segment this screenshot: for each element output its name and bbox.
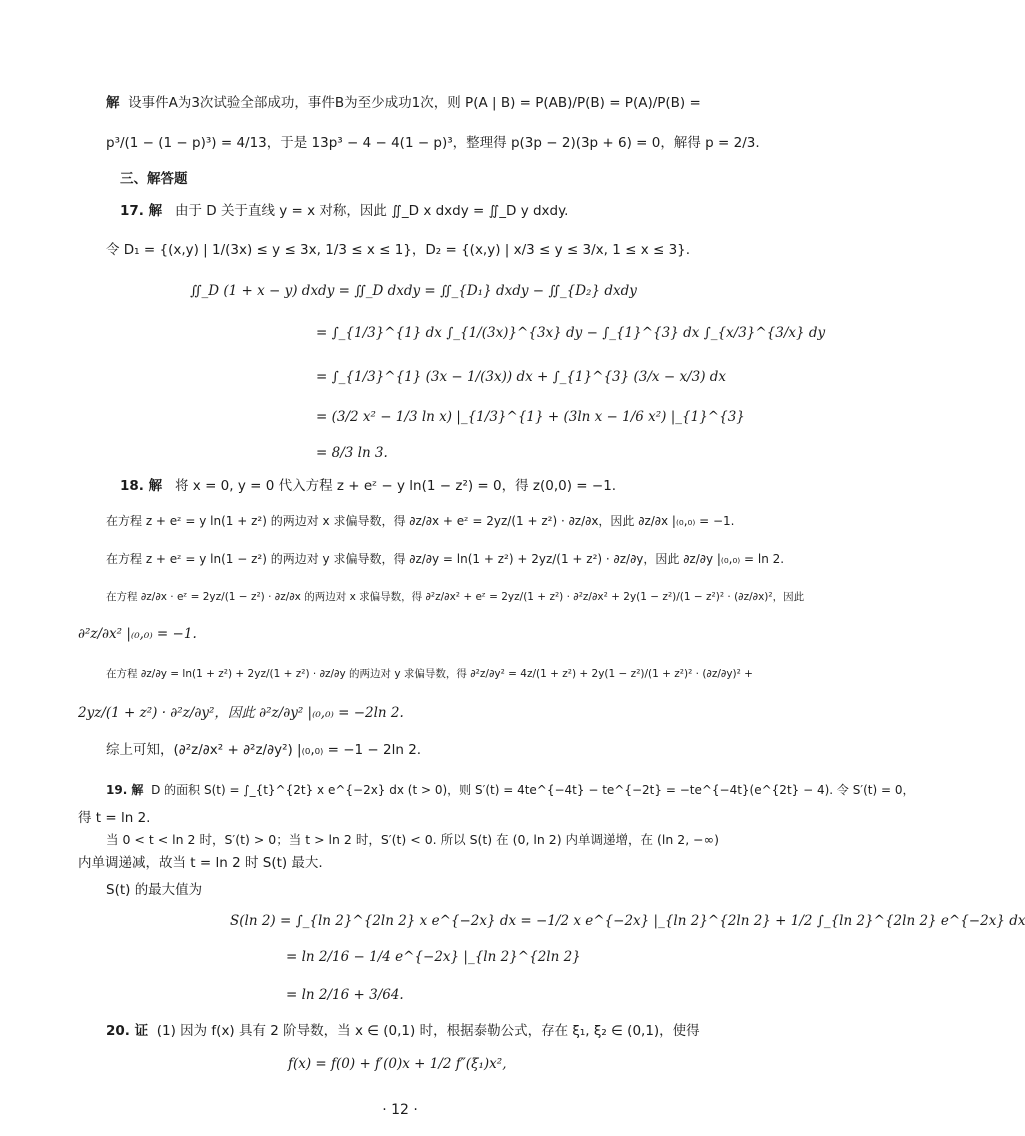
q19-line2: 得 t = ln 2. [78,810,151,826]
solution-label: 解 [106,95,120,111]
prev-solution-text-1: 设事件A为3次试验全部成功，事件B为至少成功1次，则 P(A | B) = P(AB)/P(B) = P(A)/P(B) = [128,95,701,111]
q19-line4: 内单调递减，故当 t = ln 2 时 S(t) 最大. [78,855,323,871]
q18-line8: 综上可知，(∂²z/∂x² + ∂²z/∂y²) |₍₀,₀₎ = −1 − 2ln 2. [106,742,422,758]
section-heading: 三、解答题 [120,171,188,187]
q19-line3: 当 0 < t < ln 2 时，S′(t) > 0；当 t > ln 2 时，S′(t) < 0. 所以 S(t) 在 (0, ln 2) 内单调递增，在 (ln 2, −∞) [106,832,719,847]
q18-line6: 在方程 ∂z/∂y = ln(1 + z²) + 2yz/(1 + z²) · ∂z/∂y 的两边对 y 求偏导数，得 ∂²z/∂y² = 4z/(1 + z²) + 2y(1 − z²)/(1 + z²)² · (∂z/∂y)² + [106,668,753,680]
page-number: · 12 · [382,1102,418,1118]
q18-label: 18. 解 [120,478,163,494]
q17-line3: ∬_D (1 + x − y) dxdy = ∬_D dxdy = ∬_{D₁} dxdy − ∬_{D₂} dxdy [190,283,637,299]
q18-text-1: 将 x = 0, y = 0 代入方程 z + eᶻ − y ln(1 − z²) = 0，得 z(0,0) = −1. [175,478,617,494]
q20-line2: f(x) = f(0) + f′(0)x + 1/2 f″(ξ₁)x², [288,1056,507,1072]
q18-line1 [120,480,616,494]
q17-line2: 令 D₁ = {(x,y) | 1/(3x) ≤ y ≤ 3x, 1/3 ≤ x ≤ 1}，D₂ = {(x,y) | x/3 ≤ y ≤ 3/x, 1 ≤ x ≤ 3}. [106,242,691,258]
prev-solution-line2: p³/(1 − (1 − p)³) = 4/13，于是 13p³ − 4 − 4(1 − p)³，整理得 p(3p − 2)(3p + 6) = 0，解得 p = 2/3. [106,135,760,151]
q19-line1 [106,784,914,796]
q18-line3: 在方程 z + eᶻ = y ln(1 − z²) 的两边对 y 求偏导数，得 ∂z/∂y = ln(1 + z²) + 2yz/(1 + z²) · ∂z/∂y，因此 ∂z/∂y |₍₀,₀₎ = ln 2. [106,552,785,566]
q17-line4: = ∫_{1/3}^{1} dx ∫_{1/(3x)}^{3x} dy − ∫_{1}^{3} dx ∫_{x/3}^{3/x} dy [316,325,826,341]
q18-line7: 2yz/(1 + z²) · ∂²z/∂y²，因此 ∂²z/∂y² |₍₀,₀₎ = −2ln 2. [78,705,404,721]
q20-label: 20. 证 [106,1023,149,1039]
q17-label: 17. 解 [120,203,163,219]
q17-line6: = (3/2 x² − 1/3 ln x) |_{1/3}^{1} + (3ln x − 1/6 x²) |_{1}^{3} [316,409,745,425]
q17-text-1: 由于 D 关于直线 y = x 对称，因此 ∬_D x dxdy = ∬_D y dxdy. [175,203,569,219]
q19-line8: = ln 2/16 + 3/64. [286,987,404,1003]
q18-line2: 在方程 z + eᶻ = y ln(1 + z²) 的两边对 x 求偏导数，得 ∂z/∂x + eᶻ = 2yz/(1 + z²) · ∂z/∂x，因此 ∂z/∂x |₍₀,₀₎ = −1. [106,514,735,528]
q20-line1 [106,1025,700,1039]
q17-line5: = ∫_{1/3}^{1} (3x − 1/(3x)) dx + ∫_{1}^{3} (3/x − x/3) dx [316,369,727,385]
q19-line5: S(t) 的最大值为 [106,882,203,898]
q17-line1 [120,205,568,219]
q18-line4: 在方程 ∂z/∂x · eᶻ = 2yz/(1 − z²) · ∂z/∂x 的两边对 x 求偏导数，得 ∂²z/∂x² + eᶻ = 2yz/(1 + z²) · ∂²z/∂x² + 2y(1 − z²)/(1 − z²)² · (∂z/∂x)²，因此 [106,591,805,603]
q19-text-1: D 的面积 S(t) = ∫_{t}^{2t} x e^{−2x} dx (t > 0)，则 S′(t) = 4te^{−4t} − te^{−2t} = −te^{−4t}(e^{2t} − 4). 令 S′(t) = 0， [151,783,915,797]
q20-text-1: (1) 因为 f(x) 具有 2 阶导数，当 x ∈ (0,1) 时，根据泰勒公式，存在 ξ₁, ξ₂ ∈ (0,1)，使得 [156,1023,700,1039]
prev-solution-line1 [106,97,701,111]
q19-line6: S(ln 2) = ∫_{ln 2}^{2ln 2} x e^{−2x} dx = −1/2 x e^{−2x} |_{ln 2}^{2ln 2} + 1/2 ∫_{ln 2}^{2ln 2} e^{−2x} dx [230,913,1025,929]
q19-line7: = ln 2/16 − 1/4 e^{−2x} |_{ln 2}^{2ln 2} [286,949,581,965]
q17-line7: = 8/3 ln 3. [316,445,388,461]
q19-label: 19. 解 [106,783,144,797]
q18-line5: ∂²z/∂x² |₍₀,₀₎ = −1. [78,626,197,642]
